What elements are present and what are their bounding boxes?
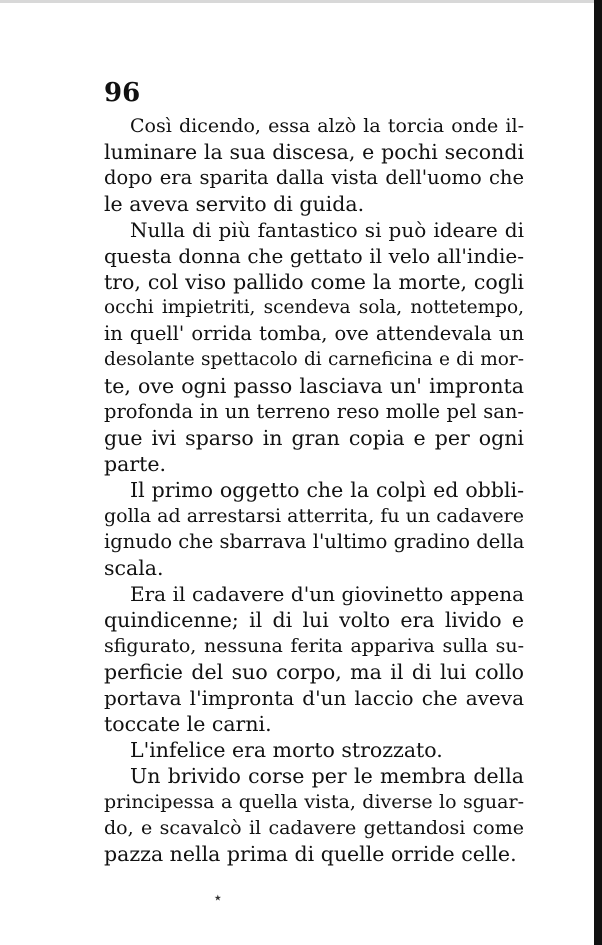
text-line: Era il cadavere d'un giovinetto appena — [130, 582, 524, 606]
text-line: perficie del suo corpo, ma il di lui collo — [104, 660, 524, 684]
text-line: occhi impietriti, scendeva sola, nottetempo, — [104, 297, 524, 318]
text-line: Nulla di più fantastico si può ideare di — [130, 218, 524, 242]
text-line: principessa a quella vista, diverse lo sguar- — [104, 791, 524, 813]
text-line: scala. — [104, 556, 164, 580]
text-line: dopo era sparita dalla vista dell'uomo che — [104, 166, 524, 189]
text-line: in quell' orrida tomba, ove attendevala un — [104, 322, 524, 345]
text-line: luminare la sua discesa, e pochi secondi — [104, 140, 524, 164]
text-line: te, ove ogni passo lasciava un' impronta — [104, 374, 524, 398]
text-line: sfigurato, nessuna ferita appariva sulla su- — [104, 635, 524, 657]
bottom-print-mark: ٭ — [214, 890, 222, 906]
text-line: tro, col viso pallido come la morte, cogli — [104, 270, 524, 294]
text-line: pazza nella prima di quelle orride celle. — [104, 842, 517, 866]
text-line: gue ivi sparso in gran copia e per ogni — [104, 426, 524, 450]
text-line: L'infelice era morto strozzato. — [130, 738, 443, 762]
text-line: quindicenne; il di lui volto era livido e — [104, 608, 524, 632]
text-line: questa donna che gettato il velo all'indie- — [104, 244, 524, 268]
page-binding-edge — [594, 0, 602, 945]
text-line: ignudo che sbarrava l'ultimo gradino della — [104, 530, 525, 553]
text-line: portava l'impronta d'un laccio che aveva — [104, 686, 524, 710]
text-line: Così dicendo, essa alzò la torcia onde il- — [130, 115, 524, 137]
text-line: desolante spettacolo di carneficina e di mor- — [104, 349, 524, 370]
text-line: Il primo oggetto che la colpì ed obbli- — [130, 478, 524, 502]
text-line: golla ad arrestarsi atterrita, fu un cadavere — [104, 505, 524, 527]
page-number: 96 — [104, 78, 141, 108]
body-text — [104, 113, 524, 867]
text-line: profonda in un terreno reso molle pel san- — [104, 400, 524, 423]
text-line: le aveva servito di guida. — [104, 192, 365, 216]
text-line: parte. — [104, 452, 167, 476]
text-line: Un brivido corse per le membra della — [130, 764, 524, 788]
text-line: do, e scavalcò il cadavere gettandosi come — [104, 817, 524, 839]
text-line: toccate le carni. — [104, 712, 272, 736]
page-top-edge — [0, 0, 594, 3]
